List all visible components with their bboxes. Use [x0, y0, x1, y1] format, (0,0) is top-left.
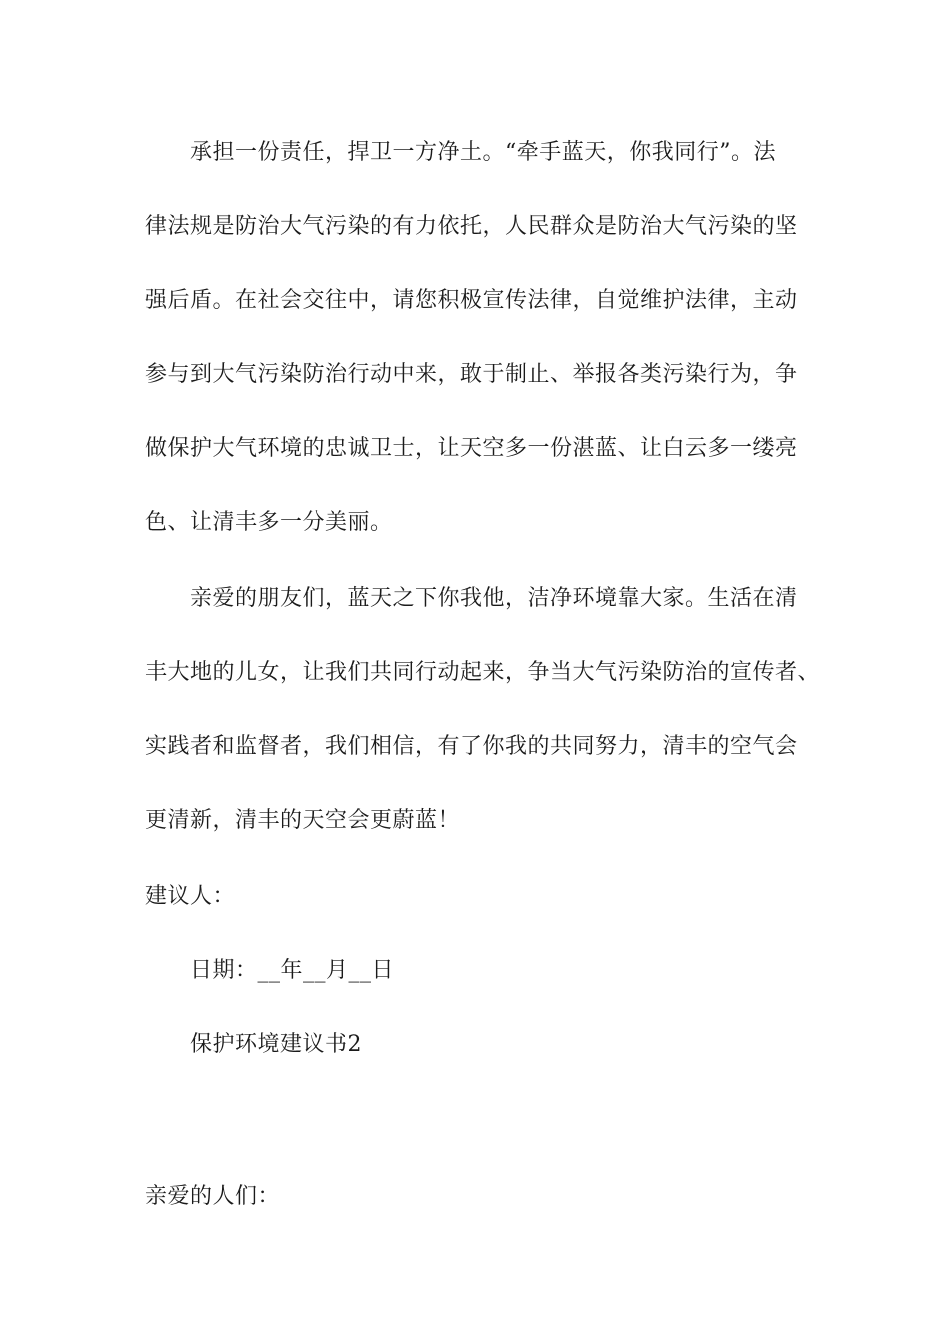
- paragraph-1-line-1: 承担一份责任，捍卫一方净土。“牵手蓝天，你我同行”。法: [190, 140, 776, 165]
- salutation: 亲爱的人们：: [145, 1184, 281, 1209]
- paragraph-2-line-2: 丰大地的儿女，让我们共同行动起来，争当大气污染防治的宣传者、: [145, 660, 821, 685]
- paragraph-1-line-6: 色、让清丰多一分美丽。: [145, 510, 393, 535]
- paragraph-1-line-5: 做保护大气环境的忠诚卫士，让天空多一份湛蓝、让白云多一缕亮: [145, 436, 798, 461]
- paragraph-2-line-3: 实践者和监督者，我们相信，有了你我的共同努力，清丰的空气会: [145, 734, 798, 759]
- paragraph-1-line-2: 律法规是防治大气污染的有力依托，人民群众是防治大气污染的坚: [145, 214, 798, 239]
- proposer-label: 建议人：: [145, 884, 236, 909]
- date-line: 日期：__年__月__日: [190, 958, 395, 983]
- paragraph-2-line-4: 更清新，清丰的天空会更蔚蓝！: [145, 808, 461, 833]
- paragraph-1-line-4: 参与到大气污染防治行动中来，敢于制止、举报各类污染行为，争: [145, 362, 798, 387]
- paragraph-2-line-1: 亲爱的朋友们，蓝天之下你我他，洁净环境靠大家。生活在清: [190, 586, 798, 611]
- paragraph-1-line-3: 强后盾。在社会交往中，请您积极宣传法律，自觉维护法律，主动: [145, 288, 798, 313]
- next-section-title: 保护环境建议书2: [190, 1032, 362, 1057]
